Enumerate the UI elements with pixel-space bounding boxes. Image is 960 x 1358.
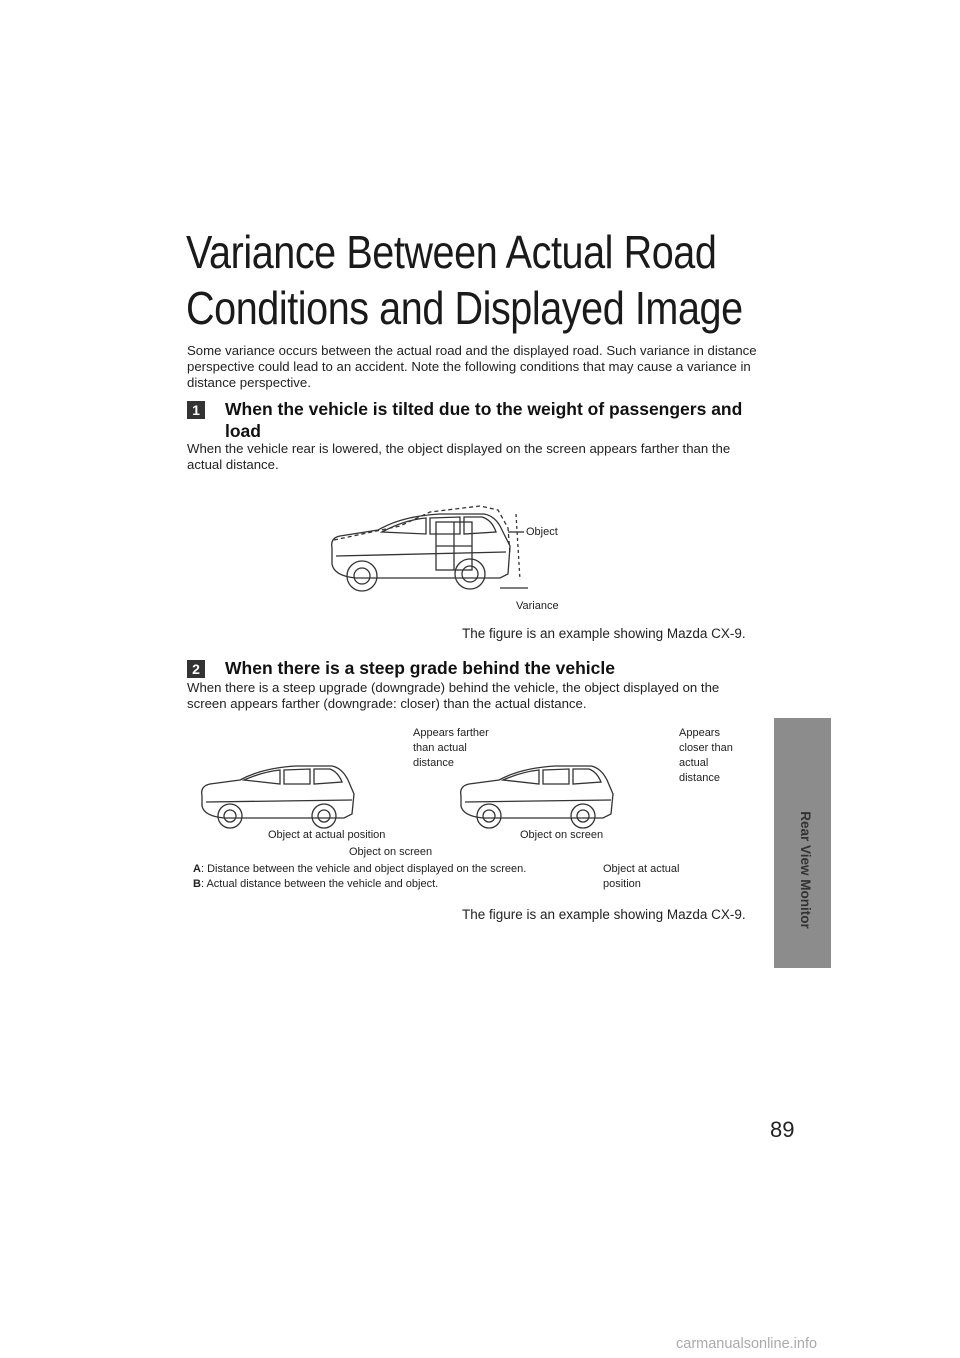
label-object-actual-position-left: Object at actual position [268,829,386,841]
section-1-number: 1 [187,401,205,419]
legend-b [193,877,438,892]
tilted-vehicle-figure [320,500,630,620]
label-appears-closer: Appears closer than actual distance [679,727,733,784]
car-window-rear [464,517,496,534]
label-object-on-screen-left: Object on screen [349,846,433,858]
rear-wheel [312,804,336,828]
intro-paragraph: Some variance occurs between the actual road and the displayed road. Such variance in distance perspective could lead to an accident. Note the following conditions that may cause a variance in distance perspective. [187,343,757,390]
car-body [202,766,354,818]
car-window-front [244,770,280,784]
side-tab-label: Rear View Monitor [798,811,813,929]
section-2-heading [187,657,767,679]
legend-a-text: : Distance between the vehicle and object displayed on the screen. [200,863,527,875]
legend-b-text: : Actual distance between the vehicle and object. [200,878,439,890]
car-window-mid [543,769,569,784]
section-2-heading-text: When there is a steep grade behind the vehicle [225,658,615,678]
front-wheel [218,804,242,828]
label-object: Object [526,526,558,538]
front-wheel [477,804,501,828]
figure-1-caption: The figure is an example showing Mazda CX-9. [462,626,746,641]
car-window-mid [430,517,460,534]
section-1-body: When the vehicle rear is lowered, the object displayed on the screen appears farther than the actual distance. [187,441,731,472]
label-object-on-screen-right: Object on screen [520,829,604,841]
watermark: carmanualsonline.info [676,1336,818,1352]
rear-wheel [571,804,595,828]
car-body [461,766,613,818]
title-line-2: Conditions and Displayed Image [186,282,743,334]
rear-wheel [455,559,485,589]
car-window-front [503,770,539,784]
car-window-rear [314,769,342,784]
legend-b-key: B [193,878,201,890]
figure-2-caption: The figure is an example showing Mazda CX-9. [462,907,746,922]
legend-a-key: A [193,863,201,875]
label-object-actual-position-right: Object at actual position [603,863,680,890]
object-line [516,514,520,580]
section-2-number: 2 [187,660,205,678]
car-window-mid [284,769,310,784]
page-title [186,224,743,336]
upgrade-vehicle-figure [196,760,366,832]
label-variance: Variance [516,600,559,612]
front-wheel [347,561,377,591]
page-number: 89 [770,1117,795,1142]
car-window-front [382,518,426,534]
section-1-heading-text: When the vehicle is tilted due to the weight of passengers and load [225,399,743,441]
car-window-rear [573,769,601,784]
car-side-line [336,552,506,556]
level-outline [334,506,510,554]
legend-a [193,862,526,877]
label-appears-farther: Appears farther than actual distance [413,727,489,769]
section-2-body: When there is a steep upgrade (downgrade) behind the vehicle, the object displayed on the screen appears farther (downgrade: closer) than the actual distance. [187,680,720,711]
title-line-1: Variance Between Actual Road [186,226,717,278]
section-1-heading [187,398,767,442]
